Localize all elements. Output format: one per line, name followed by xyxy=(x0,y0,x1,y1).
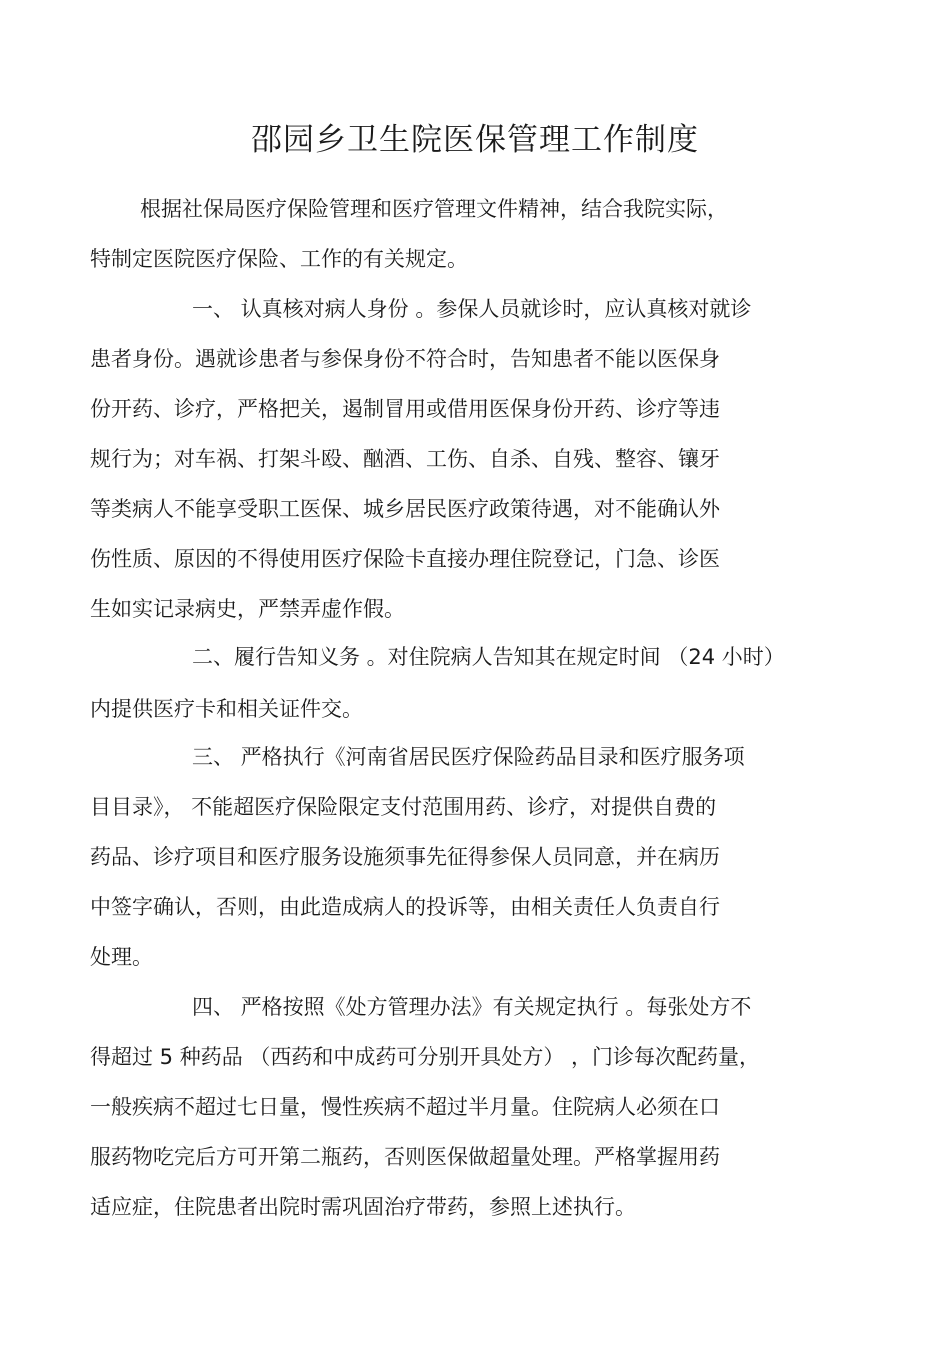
text-line: 生如实记录病史，严禁弄虚作假。 xyxy=(90,597,405,621)
text-line: 四、 严格按照《处方管理办法》有关规定执行 。每张处方不 xyxy=(192,995,752,1019)
text-line: 特制定医院医疗保险、工作的有关规定。 xyxy=(90,247,468,271)
text-line: 中签字确认，否则，由此造成病人的投诉等，由相关责任人负责自行 xyxy=(90,895,720,919)
text-line: 一般疾病不超过七日量，慢性疾病不超过半月量。住院病人必须在口 xyxy=(90,1095,720,1119)
text-line: 一、 认真核对病人身份 。参保人员就诊时，应认真核对就诊 xyxy=(192,297,752,321)
text-line: 得超过 5 种药品 （西药和中成药可分别开具处方） ，门诊每次配药量， xyxy=(90,1045,761,1069)
text-line: 患者身份。遇就诊患者与参保身份不符合时，告知患者不能以医保身 xyxy=(90,347,720,371)
text-line: 适应症，住院患者出院时需巩固治疗带药，参照上述执行。 xyxy=(90,1195,636,1219)
text-line: 内提供医疗卡和相关证件交。 xyxy=(90,697,363,721)
text-line: 处理。 xyxy=(90,945,153,969)
text-line: 药品、诊疗项目和医疗服务设施须事先征得参保人员同意，并在病历 xyxy=(90,845,720,869)
text-line: 服药物吃完后方可开第二瓶药，否则医保做超量处理。严格掌握用药 xyxy=(90,1145,720,1169)
text-line: 根据社保局医疗保险管理和医疗管理文件精神，结合我院实际， xyxy=(140,197,728,221)
text-line: 二、履行告知义务 。对住院病人告知其在规定时间 （24 小时） xyxy=(192,645,785,669)
text-line: 伤性质、原因的不得使用医疗保险卡直接办理住院登记，门急、诊医 xyxy=(90,547,720,571)
text-line: 目目录》， 不能超医疗保险限定支付范围用药、诊疗，对提供自费的 xyxy=(90,795,717,819)
text-line: 三、 严格执行《河南省居民医疗保险药品目录和医疗服务项 xyxy=(192,745,745,769)
text-line: 份开药、诊疗，严格把关，遏制冒用或借用医保身份开药、诊疗等违 xyxy=(90,397,720,421)
text-line: 等类病人不能享受职工医保、城乡居民医疗政策待遇，对不能确认外 xyxy=(90,497,720,521)
document-title: 邵园乡卫生院医保管理工作制度 xyxy=(251,122,699,158)
text-line: 规行为；对车祸、打架斗殴、酗酒、工伤、自杀、自残、整容、镶牙 xyxy=(90,447,720,471)
